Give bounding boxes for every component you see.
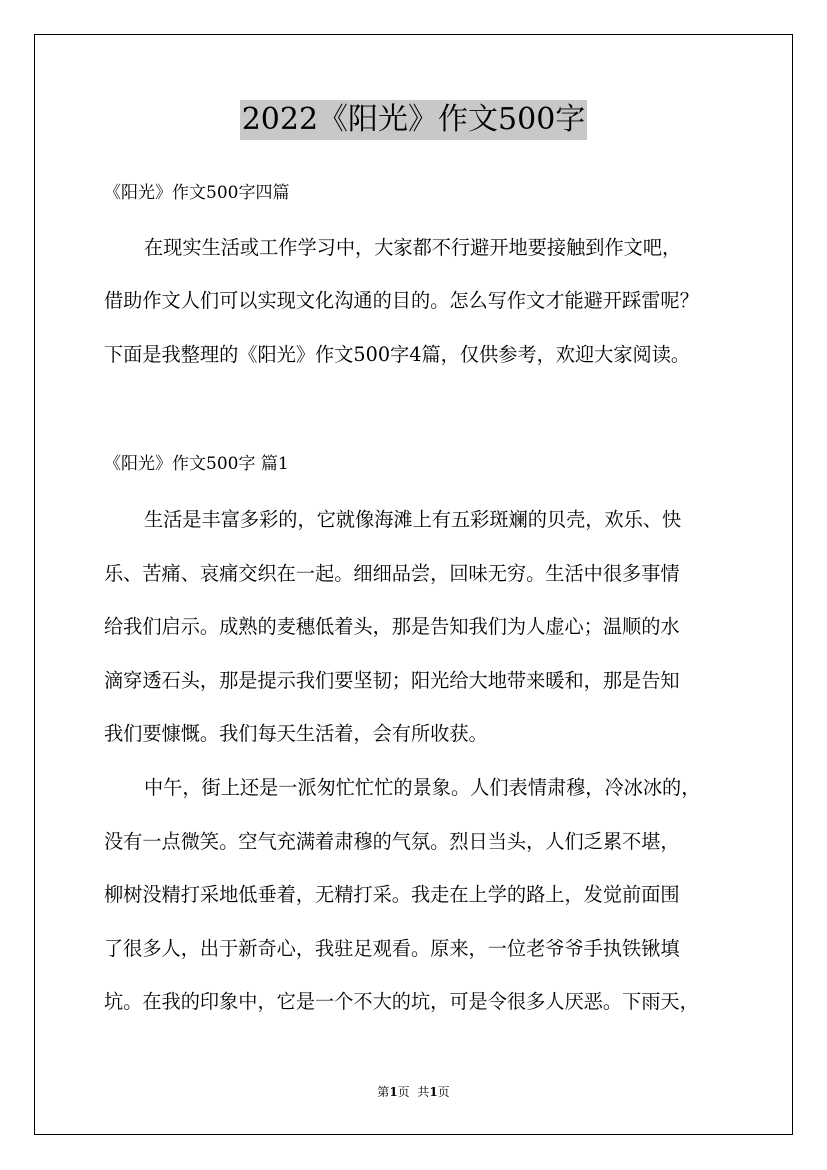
- paragraph-line: 我们要慷慨。我们每天生活着，会有所收获。: [104, 722, 488, 745]
- title-container: [0, 100, 827, 140]
- footer-page-total: 1: [429, 1085, 438, 1099]
- footer-page-mid: 页 共: [397, 1085, 430, 1099]
- document-title: 2022《阳光》作文500字: [240, 100, 588, 140]
- intro-line: 借助作文人们可以实现文化沟通的目的。怎么写作文才能避开踩雷呢？: [104, 289, 699, 312]
- paragraph-line: 给我们启示。成熟的麦穗低着头，那是告知我们为人虚心；温顺的水: [104, 615, 680, 638]
- document-subtitle: 《阳光》作文500字四篇: [104, 183, 290, 203]
- section-heading: 《阳光》作文500字 篇1: [104, 454, 289, 474]
- footer-page-prefix: 第: [377, 1085, 390, 1099]
- paragraph-line: 生活是丰富多彩的，它就像海滩上有五彩斑斓的贝壳，欢乐、快: [144, 508, 682, 531]
- paragraph-line: 乐、苦痛、哀痛交织在一起。细细品尝，回味无穷。生活中很多事情: [104, 562, 680, 585]
- page-footer: [0, 1084, 827, 1100]
- paragraph-line: 坑。在我的印象中，它是一个不大的坑，可是令很多人厌恶。下雨天，: [104, 990, 699, 1013]
- footer-page-suffix: 页: [437, 1085, 450, 1099]
- paragraph-line: 没有一点微笑。空气充满着肃穆的气氛。烈日当头，人们乏累不堪，: [104, 830, 680, 853]
- paragraph-line: 滴穿透石头，那是提示我们要坚韧；阳光给大地带来暖和，那是告知: [104, 669, 680, 692]
- intro-line: 下面是我整理的《阳光》作文500字4篇，仅供参考，欢迎大家阅读。: [104, 343, 691, 366]
- paragraph-line: 了很多人，出于新奇心，我驻足观看。原来，一位老爷爷手执铁锹填: [104, 937, 680, 960]
- intro-line: 在现实生活或工作学习中，大家都不行避开地要接触到作文吧，: [144, 236, 682, 259]
- paragraph-line: 中午，街上还是一派匆忙忙忙的景象。人们表情肃穆，冷冰冰的，: [144, 776, 701, 799]
- footer-page-current: 1: [389, 1085, 398, 1099]
- paragraph-line: 柳树没精打采地低垂着，无精打采。我走在上学的路上，发觉前面围: [104, 883, 680, 906]
